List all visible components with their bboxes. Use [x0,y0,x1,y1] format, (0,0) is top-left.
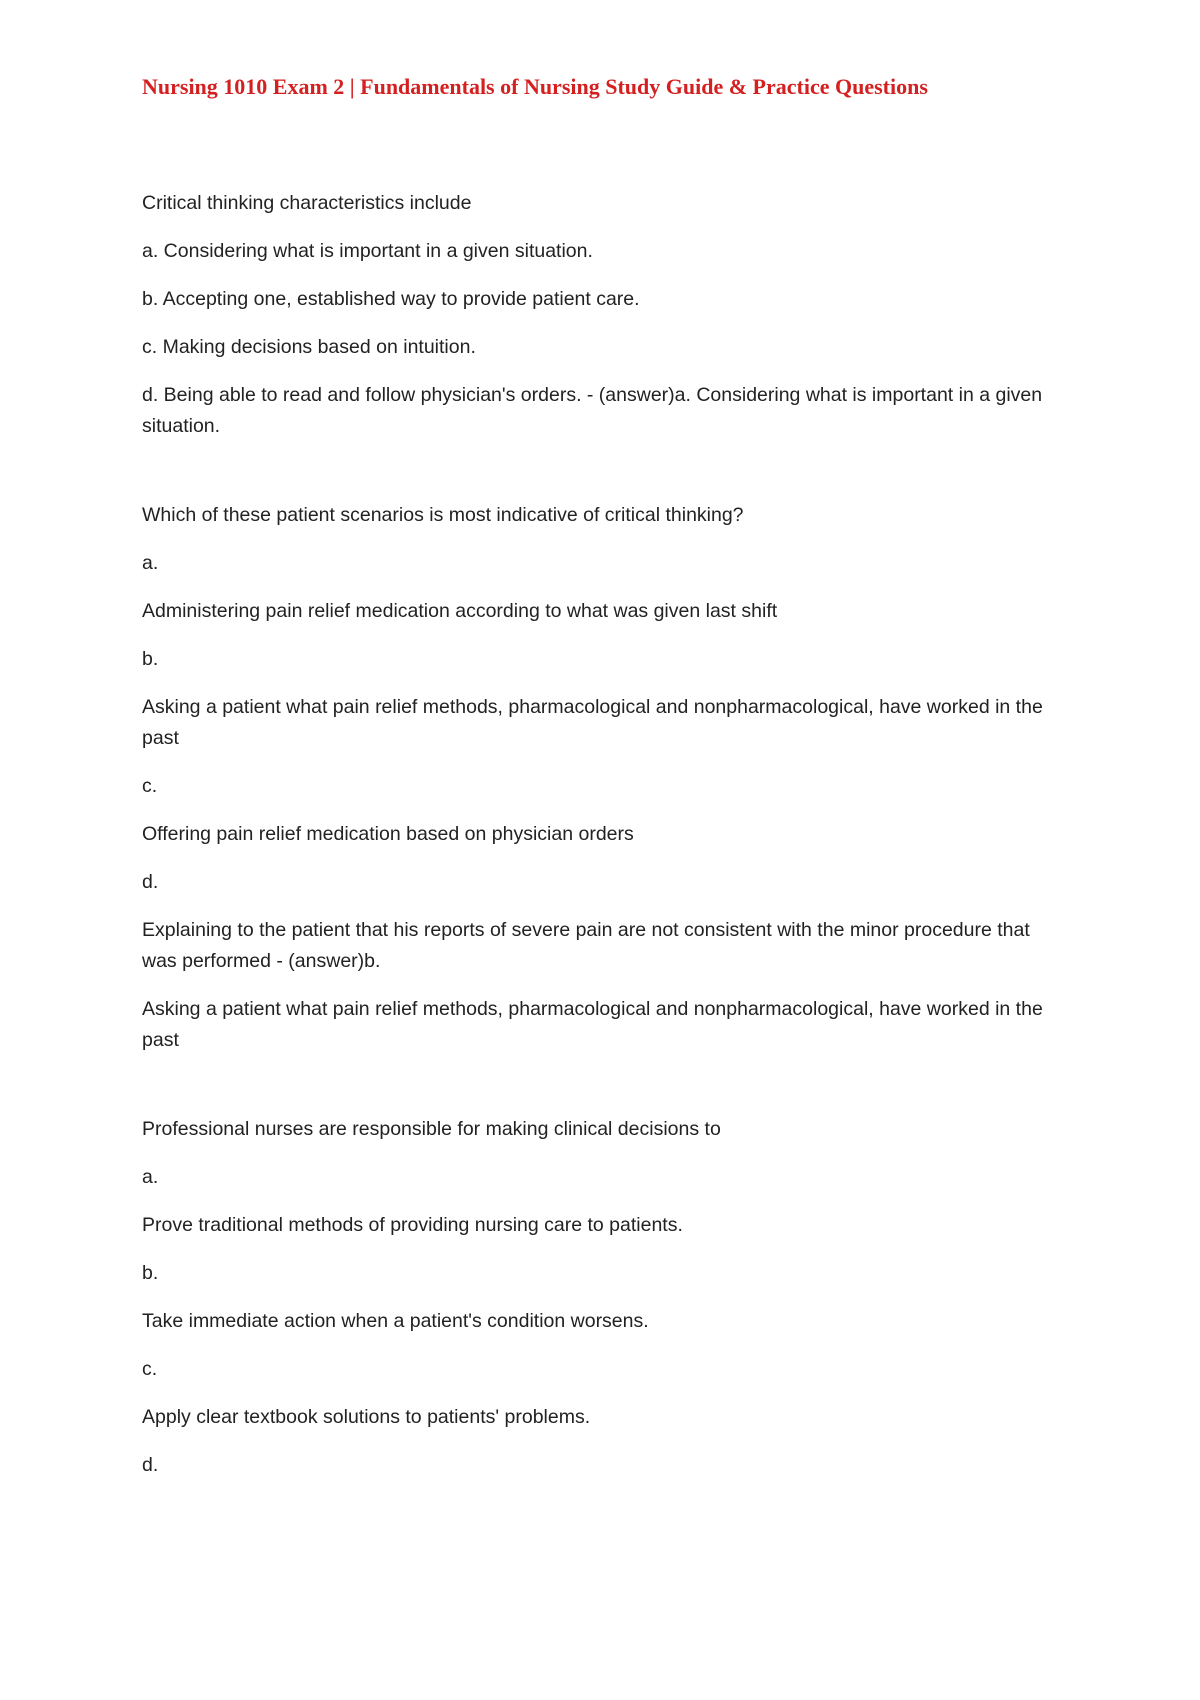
question-3-stem: Professional nurses are responsible for making clinical decisions to [142,1118,721,1140]
question-1-option-d-and-answer: d. Being able to read and follow physician's orders. - (answer)a. Considering what is important in a given situation. [142,384,1043,437]
question-block-2 [142,500,1062,1056]
question-2-option-b-text: Asking a patient what pain relief methods, pharmacological and nonpharmacological, have worked in the past [142,696,1043,749]
question-block-3 [142,1114,1062,1481]
question-2-stem: Which of these patient scenarios is most indicative of critical thinking? [142,504,744,526]
question-3-option-b-letter: b. [142,1262,159,1284]
question-2-option-a-letter: a. [142,552,159,574]
question-1-option-c: c. Making decisions based on intuition. [142,336,476,358]
question-block-1 [142,188,1062,442]
question-2-option-d-text-and-answer: Explaining to the patient that his reports of severe pain are not consistent with the minor procedure that was performed - (answer)b. [142,919,1030,972]
question-3-option-a-text: Prove traditional methods of providing nursing care to patients. [142,1214,683,1236]
question-2-option-a-text: Administering pain relief medication according to what was given last shift [142,600,778,622]
question-3-option-d-letter: d. [142,1454,159,1476]
question-3-option-c-text: Apply clear textbook solutions to patients' problems. [142,1406,591,1428]
question-2-option-d-letter: d. [142,871,159,893]
question-2-option-c-letter: c. [142,775,158,797]
question-1-option-a: a. Considering what is important in a given situation. [142,240,593,262]
question-1-stem: Critical thinking characteristics include [142,192,472,214]
page-title: Nursing 1010 Exam 2 | Fundamentals of Nursing Study Guide & Practice Questions [142,74,928,99]
document-body [142,188,1062,1539]
question-3-option-a-letter: a. [142,1166,159,1188]
question-2-option-c-text: Offering pain relief medication based on physician orders [142,823,634,845]
question-2-option-b-letter: b. [142,648,159,670]
question-2-answer-text: Asking a patient what pain relief methods, pharmacological and nonpharmacological, have worked in the past [142,998,1043,1051]
question-3-option-b-text: Take immediate action when a patient's condition worsens. [142,1310,649,1332]
question-1-option-b: b. Accepting one, established way to provide patient care. [142,288,640,310]
question-3-option-c-letter: c. [142,1358,158,1380]
